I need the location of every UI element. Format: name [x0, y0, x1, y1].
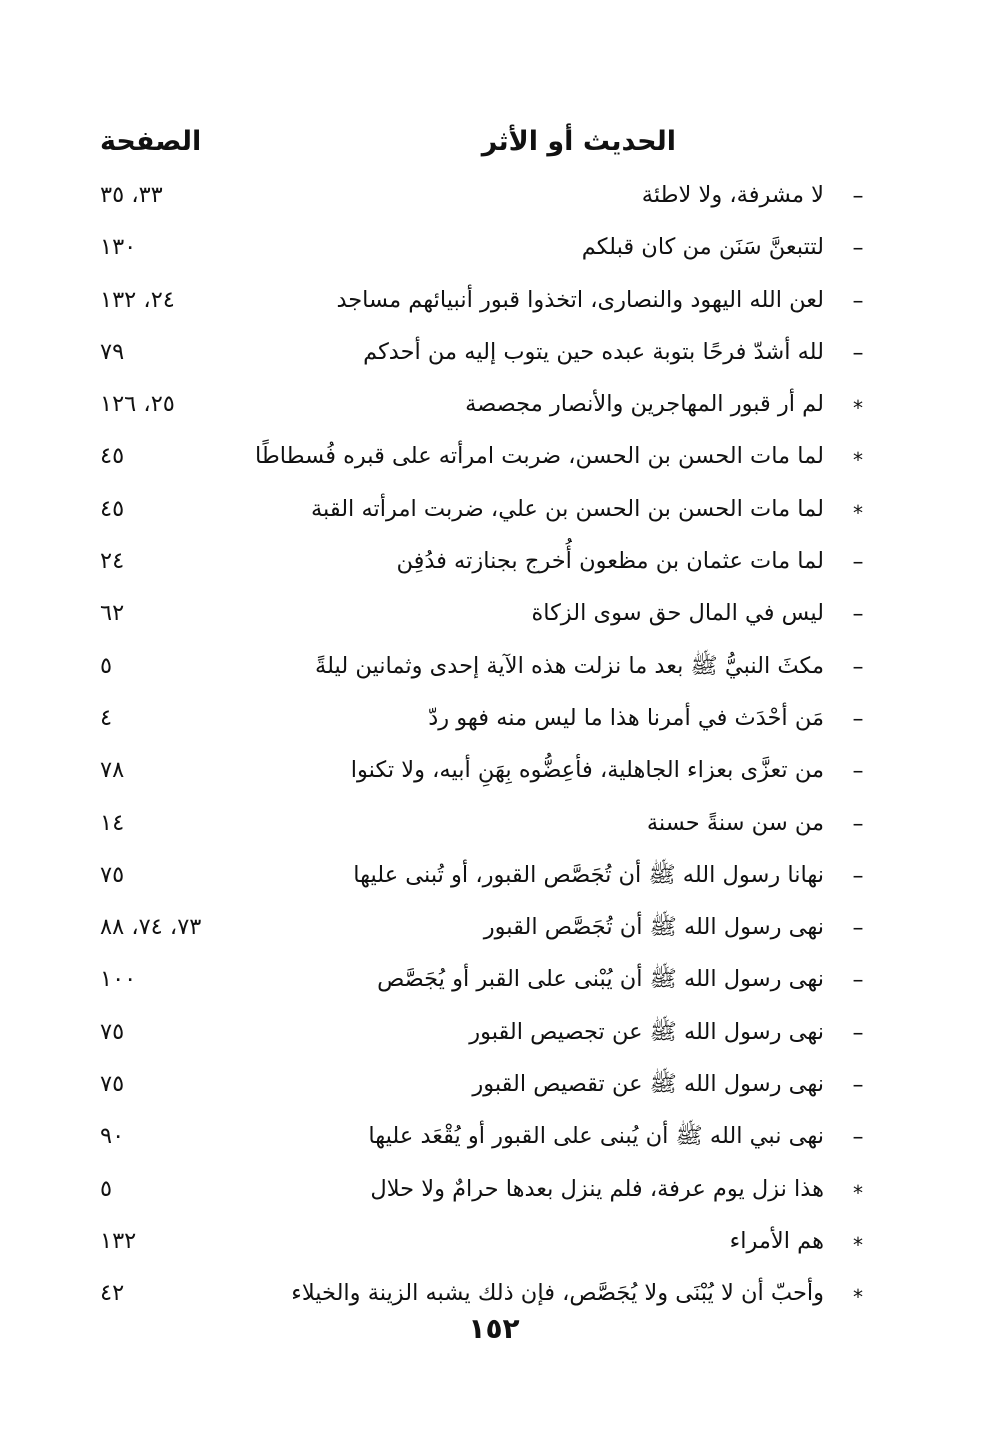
hadith-text: مكثَ النبيُّ ﷺ بعد ما نزلت هذه الآية إحدى وثمانين ليلةً [315, 652, 824, 679]
page-reference: ٢٤ [100, 548, 125, 575]
index-row [100, 594, 870, 646]
dash-marker: – [852, 602, 864, 628]
index-row [100, 699, 870, 751]
hadith-text: لتتبعنَّ سَنَن من كان قبلكم [581, 234, 824, 261]
index-list [100, 176, 870, 1327]
index-row [100, 1117, 870, 1169]
hadith-text: ليس في المال حق سوى الزكاة [531, 600, 824, 627]
index-row [100, 437, 870, 489]
hadith-text: نهانا رسول الله ﷺ أن تُجَصَّص القبور، أو تُبنى عليها [353, 861, 824, 888]
page-reference: ٧٥ [100, 861, 125, 888]
hadith-text: لما مات الحسن بن الحسن بن علي، ضربت امرأته القبة [310, 495, 824, 522]
page-reference: ١٤ [100, 809, 125, 836]
index-row [100, 542, 870, 594]
hadith-text: من سن سنةً حسنة [646, 809, 824, 836]
dash-marker: – [852, 916, 864, 942]
index-row [100, 804, 870, 856]
dash-marker: – [852, 759, 864, 785]
page-reference: ٢٥، ١٢٦ [100, 391, 175, 418]
page-reference: ٧٥ [100, 1071, 125, 1098]
index-row [100, 281, 870, 333]
hadith-text: هم الأمراء [729, 1227, 824, 1254]
page-reference: ٣٣، ٣٥ [100, 182, 163, 208]
hadith-text: نهى رسول الله ﷺ عن تقصيص القبور [472, 1071, 824, 1098]
hadith-text: لا مشرفة، ولا لاطئة [641, 182, 824, 208]
page-reference: ٥ [100, 652, 113, 679]
page-reference: ٧٨ [100, 757, 125, 784]
page-number: ١٥٢ [468, 1312, 520, 1345]
index-row [100, 176, 870, 228]
page-reference: ٩٠ [100, 1123, 125, 1150]
index-row [100, 385, 870, 437]
hadith-text: من تعزَّى بعزاء الجاهلية، فأعِضُّوه بِهَنِ أبيه، ولا تكنوا [350, 757, 824, 784]
page-reference: ٤٥ [100, 495, 125, 522]
column-header-page: الصفحة [100, 126, 202, 157]
index-row [100, 751, 870, 803]
index-row [100, 960, 870, 1012]
hadith-text: لله أشدّ فرحًا بتوبة عبده حين يتوب إليه من أحدكم [363, 338, 824, 365]
index-row [100, 647, 870, 699]
page-reference: ٤٥ [100, 443, 125, 470]
dash-marker: – [852, 288, 864, 314]
index-row [100, 856, 870, 908]
page-reference: ٧٥ [100, 1018, 125, 1045]
index-row [100, 908, 870, 960]
dash-marker: – [852, 340, 864, 366]
asterisk-marker: * [853, 448, 863, 473]
hadith-text: وأحبّ أن لا يُبْنَى ولا يُجَصَّص، فإن ذلك يشبه الزينة والخيلاء [291, 1280, 824, 1307]
index-row [100, 1222, 870, 1274]
index-row [100, 333, 870, 385]
dash-marker: – [852, 236, 864, 262]
dash-marker: – [852, 550, 864, 576]
dash-marker: – [852, 706, 864, 732]
page-reference: ٧٣، ٧٤، ٨٨ [100, 914, 202, 941]
asterisk-marker: * [853, 396, 863, 421]
index-row [100, 1013, 870, 1065]
asterisk-marker: * [853, 500, 863, 525]
page-reference: ٥ [100, 1175, 113, 1202]
hadith-text: نهى نبي الله ﷺ أن يُبنى على القبور أو يُقْعَد عليها [368, 1123, 824, 1150]
hadith-text: نهى رسول الله ﷺ أن يُبْنى على القبر أو يُجَصَّص [377, 966, 824, 993]
index-row [100, 1065, 870, 1117]
index-row [100, 490, 870, 542]
page-reference: ١٠٠ [100, 966, 137, 993]
asterisk-marker: * [853, 1180, 863, 1205]
page-reference: ٤ [100, 704, 113, 731]
hadith-text: لعن الله اليهود والنصارى، اتخذوا قبور أنبيائهم مساجد [336, 286, 824, 313]
hadith-text: لما مات عثمان بن مظعون أُخرج بجنازته فدُفِن [396, 548, 824, 575]
hadith-text: لما مات الحسن بن الحسن، ضربت امرأته على قبره فُسطاطًا [255, 443, 824, 470]
dash-marker: – [852, 863, 864, 889]
dash-marker: – [852, 1125, 864, 1151]
dash-marker: – [852, 811, 864, 837]
page-reference: ٢٤، ١٣٢ [100, 286, 175, 313]
page-reference: ٧٩ [100, 338, 125, 365]
dash-marker: – [852, 1020, 864, 1046]
asterisk-marker: * [853, 1285, 863, 1310]
dash-marker: – [852, 1073, 864, 1099]
page-reference: ٤٢ [100, 1280, 125, 1307]
hadith-text: هذا نزل يوم عرفة، فلم ينزل بعدها حرامٌ ولا حلال [370, 1175, 824, 1202]
page-reference: ١٣٢ [100, 1227, 137, 1254]
dash-marker: – [852, 654, 864, 680]
dash-marker: – [852, 184, 864, 209]
page-reference: ٦٢ [100, 600, 125, 627]
index-row [100, 228, 870, 280]
hadith-text: نهى رسول الله ﷺ عن تجصيص القبور [469, 1018, 824, 1045]
page-reference: ١٣٠ [100, 234, 137, 261]
dash-marker: – [852, 968, 864, 994]
asterisk-marker: * [853, 1232, 863, 1257]
hadith-text: مَن أحْدَث في أمرنا هذا ما ليس منه فهو ردّ [428, 704, 824, 731]
table-header [100, 126, 870, 166]
hadith-text: لم أر قبور المهاجرين والأنصار مجصصة [465, 391, 824, 418]
index-row [100, 1170, 870, 1222]
column-header-hadith: الحديث أو الأثر [481, 126, 676, 157]
hadith-text: نهى رسول الله ﷺ أن تُجَصَّص القبور [483, 914, 824, 941]
